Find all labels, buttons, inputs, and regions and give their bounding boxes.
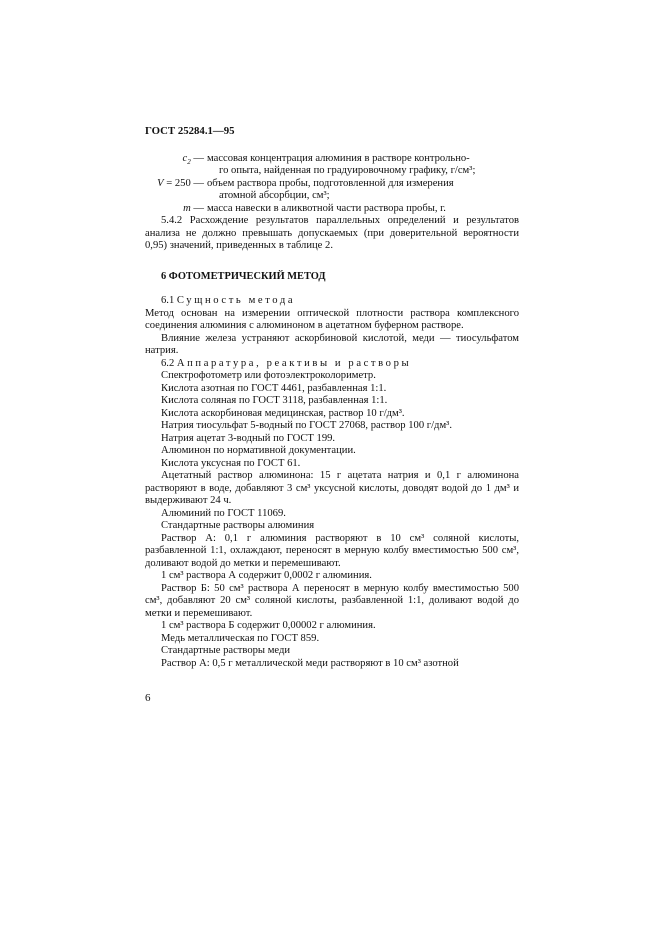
paragraph-6-1-2: Влияние железа устраняют аскорбиновой кислотой, меди — тиосульфатом натрия. [145,332,519,356]
reagent-item: 1 см³ раствора Б содержит 0,00002 г алюминия. [161,620,376,631]
reagent-item: Алюминон по нормативной документации. [161,445,356,456]
reagent-item: Кислота соляная по ГОСТ 3118, разбавленная 1:1. [161,395,388,406]
reagent-item: Кислота аскорбиновая медицинская, раствор 10 г/дм³. [161,407,405,419]
reagent-item: Натрия тиосульфат 5-водный по ГОСТ 27068, раствор 100 г/дм³. [161,420,452,431]
definition-symbol: c [182,152,188,164]
definition-item: V = 250 — объем раствора пробы, подготовленной для измерения атомной абсорбции, см³; [157,177,454,201]
reagent-item: 1 см³ раствора А содержит 0,0002 г алюминия. [161,570,372,581]
reagent-item: Кислота уксусная по ГОСТ 61. [161,457,301,469]
subsection-6-2-heading: 6.2 Аппаратура, реактивы и растворы [161,357,412,369]
reagent-item: Стандартные растворы алюминия [161,520,315,531]
reagent-item: Медь металлическая по ГОСТ 859. [161,632,320,644]
paragraph-6-1-1: Метод основан на измерении оптической плотности раствора комплексного соединения алюминия с алюминоном в ацетатном буферном растворе. [145,307,519,331]
reagent-item: Кислота азотная по ГОСТ 4461, разбавленная 1:1. [161,382,387,394]
definition-item: m — масса навески в аликвотной части раствора пробы, г. [183,202,446,214]
reagent-item: Ацетатный раствор алюминона: 15 г ацетата натрия и 0,1 г алюминона растворяют в воде, добавляют 3 см³ уксусной кислоты, доводят водой до 1 дм³ и выдерживают 24 ч. [145,470,519,506]
definition-text: объем раствора пробы, подготовленной для измерения [207,177,454,189]
definition-text: масса навески в аликвотной части раствора пробы, г. [207,202,446,214]
page-number: 6 [145,692,151,704]
subsection-6-1-heading: 6.1 Сущность метода [161,295,296,306]
reagents-list [145,370,519,670]
definition-symbol: m [183,202,191,214]
reagent-item: Алюминий по ГОСТ 11069. [161,507,286,519]
definition-text: массовая концентрация алюминия в растворе контрольно- [207,152,470,164]
document-page [145,125,519,670]
definition-item: $c_2$ — массовая концентрация алюминия в растворе контрольно- го опыта, найденная по градуировочному графику, г/см³; [182,152,476,176]
section-6-title: 6 ФОТОМЕТРИЧЕСКИЙ МЕТОД [161,270,326,282]
paragraph-5-4-2: 5.4.2 Расхождение результатов параллельных определений и результатов анализа не должно превышать допускаемых (при доверительной вероятности 0,95) значений, приведенных в таблице 2. [145,215,519,251]
reagent-item: Стандартные растворы меди [161,645,291,656]
reagent-item: Раствор А: 0,1 г алюминия растворяют в 10 см³ соляной кислоты, разбавленной 1:1, охлаждают, переносят в мерную колбу вместимостью 500 см³, доливают водой до метки и перемешивают. [145,532,519,569]
reagent-item: Спектрофотометр или фотоэлектроколориметр. [161,370,376,381]
definitions-list [145,153,519,216]
reagent-item: Раствор Б: 50 см³ раствора А переносят в мерную колбу вместимостью 500 см³, добавляют 20 см³ соляной кислоты, разбавленной 1:1, доливают водой до метки и перемешивают. [145,582,519,619]
definition-symbol: V [157,177,164,189]
reagent-item: Раствор А: 0,5 г металлической меди растворяют в 10 см³ азотной [161,657,459,669]
reagent-item: Натрия ацетат 3-водный по ГОСТ 199. [161,432,336,444]
document-header: ГОСТ 25284.1—95 [145,125,235,137]
